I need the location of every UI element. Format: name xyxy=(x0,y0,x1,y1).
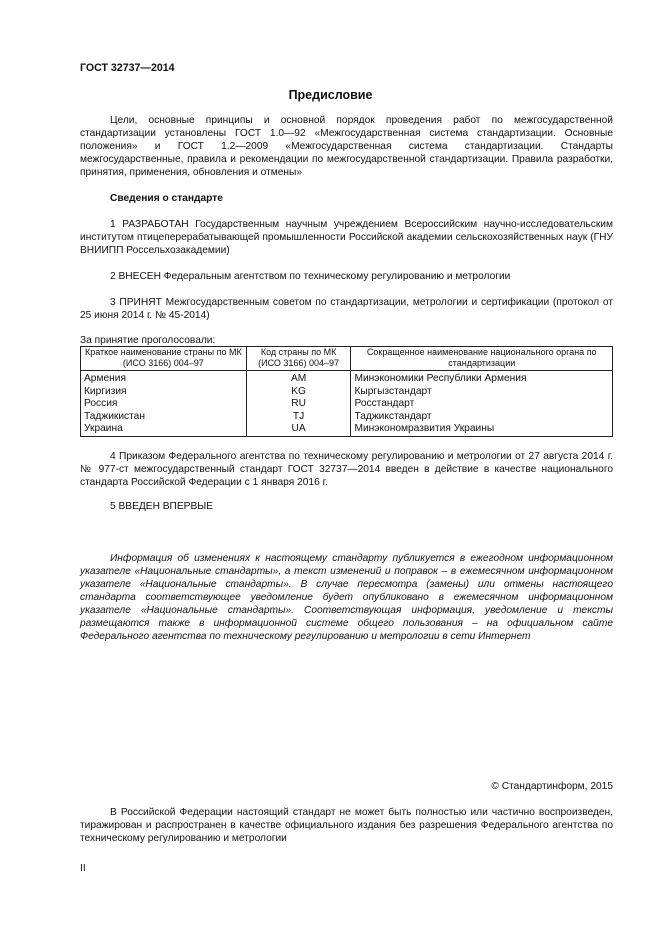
adopted-paragraph: 3 ПРИНЯТ Межгосударственным советом по стандартизации, метрологии и сертификации (протокол от 25 июня 2014 г. № 45-2014) xyxy=(80,297,613,321)
code-cell: TJ xyxy=(246,411,351,424)
code-cell: RU xyxy=(246,398,351,411)
country-cell: Армения xyxy=(81,371,247,386)
table-row xyxy=(81,411,613,424)
country-cell: Россия xyxy=(81,398,247,411)
table-caption: За принятие проголосовали: xyxy=(80,335,216,346)
table-row xyxy=(81,371,613,386)
body-cell: Таджикстандарт xyxy=(351,411,613,424)
developed-paragraph: 1 РАЗРАБОТАН Государственным научным учреждением Всероссийским научно-исследовательским институтом птицеперерабатывающей промышленности Российской академии сельскохозяйственных наук (ГНУ ВНИИПП Россельхозакадемии) xyxy=(80,219,613,256)
order-paragraph: 4 Приказом Федерального агентства по техническому регулированию и метрологии от 27 августа 2014 г. № 977-ст межгосударственный стандарт ГОСТ 32737—2014 введен в действие в качестве национального стандарта Российской Федерации с 1 января 2016 г. xyxy=(80,451,613,488)
page-title: Предисловие xyxy=(288,88,373,102)
introduced-paragraph: 2 ВНЕСЕН Федеральным агентством по техническому регулированию и метрологии xyxy=(110,271,511,282)
page-number: II xyxy=(80,863,86,874)
body-cell: Минэкономики Республики Армения xyxy=(351,371,613,386)
voting-table xyxy=(80,346,613,437)
code-cell: AM xyxy=(246,371,351,386)
column-header-code: Код страны по МК (ИСО 3166) 004–97 xyxy=(246,347,351,371)
table-row xyxy=(81,398,613,411)
table-header-row xyxy=(81,347,613,371)
column-header-body: Сокращенное наименование национального органа по стандартизации xyxy=(351,347,613,371)
info-heading: Сведения о стандарте xyxy=(110,193,223,204)
notice-paragraph: Информация об изменениях к настоящему стандарту публикуется в ежегодном информационном указателе «Национальные стандарты», а текст изменений и поправок – в ежемесячном информационном указателе «Национальные стандарты». В случае пересмотра (замены) или отмены настоящего стандарта соответствующее уведомление будет опубликовано в ежемесячном информационном указателе «Национальные стандарты». Соответствующая информация, уведомление и тексты размещаются также в информационной системе общего пользования – на официальном сайте Федерального агентства по техническому регулированию и метрологии в сети Интернет xyxy=(80,553,613,642)
code-cell: UA xyxy=(246,423,351,436)
first-introduced-paragraph: 5 ВВЕДЕН ВПЕРВЫЕ xyxy=(110,501,214,512)
body-cell: Кыргызстандарт xyxy=(351,386,613,399)
code-cell: KG xyxy=(246,386,351,399)
country-cell: Украина xyxy=(81,423,247,436)
document-id: ГОСТ 32737—2014 xyxy=(80,62,175,74)
column-header-country: Краткое наименование страны по МК (ИСО 3166) 004–97 xyxy=(81,347,247,371)
table-row xyxy=(81,386,613,399)
country-cell: Таджикистан xyxy=(81,411,247,424)
table-row xyxy=(81,423,613,436)
body-cell: Росстандарт xyxy=(351,398,613,411)
country-cell: Киргизия xyxy=(81,386,247,399)
intro-paragraph: Цели, основные принципы и основной порядок проведения работ по межгосударственной стандартизации установлены ГОСТ 1.0—92 «Межгосударственная система стандартизации. Основные положения» и ГОСТ 1.2—2009 «Межгосударственная система стандартизации. Стандарты межгосударственные, правила и рекомендации по межгосударственной стандартизации. Правила разработки, принятия, применения, обновления и отмены» xyxy=(80,115,613,178)
copyright-line: © Стандартинформ, 2015 xyxy=(491,781,613,792)
body-cell: Минэкономразвития Украины xyxy=(351,423,613,436)
rights-paragraph: В Российской Федерации настоящий стандарт не может быть полностью или частично воспроизведен, тиражирован и распространен в качестве официального издания без разрешения Федерального агентства по техническому регулированию и метрологии xyxy=(80,807,613,844)
